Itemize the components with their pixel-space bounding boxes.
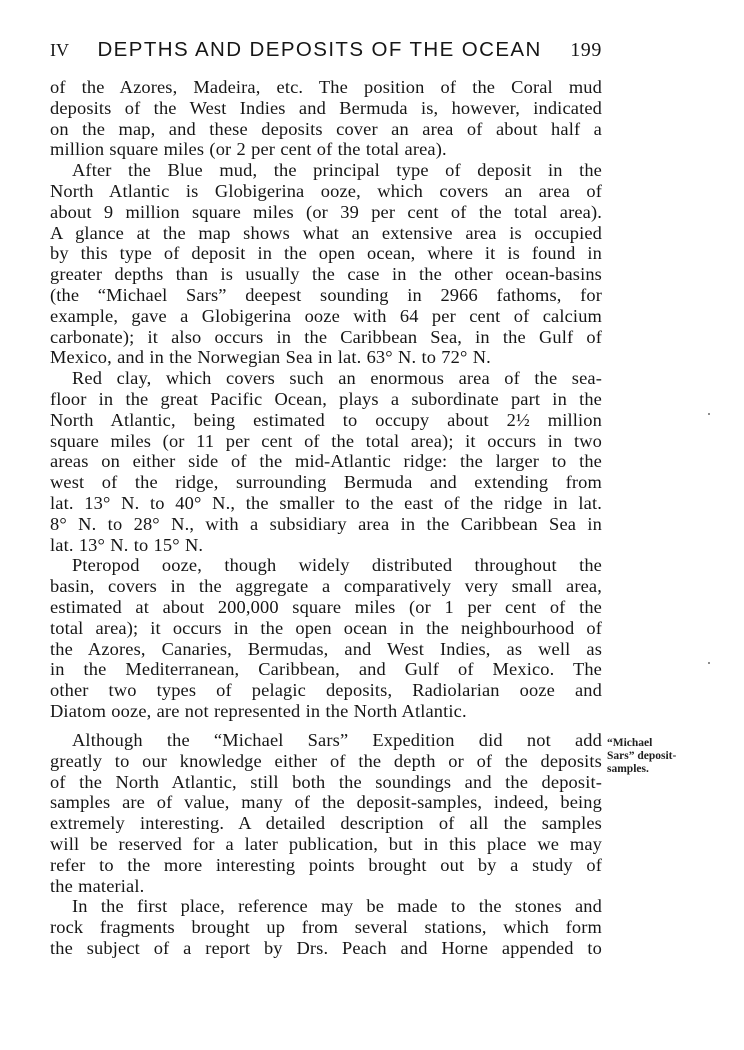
text-line: carbonate); it also occurs in the Caribbean Sea, in the Gulf of	[50, 326, 602, 347]
text-line: the Azores, Canaries, Bermudas, and West Indies, as well as	[50, 638, 602, 659]
text-line: total area); it occurs in the open ocean in the neighbourhood of	[50, 617, 602, 638]
text-line: lat. 13° N. to 40° N., the smaller to the east of the ridge in lat.	[50, 492, 602, 513]
text-line: about 9 million square miles (or 39 per cent of the total area).	[50, 201, 602, 222]
paper-speck	[708, 662, 710, 664]
text-line: estimated at about 200,000 square miles (or 1 per cent of the	[50, 596, 602, 617]
text-line: Although the “Michael Sars” Expedition did not add	[72, 730, 602, 750]
text-line: on the map, and these deposits cover an area of about half a	[50, 118, 602, 139]
text-line: in the Mediterranean, Caribbean, and Gulf of Mexico. The	[50, 659, 602, 680]
text-line: million square miles (or 2 per cent of the total area).	[50, 139, 447, 160]
text-line: Red clay, which covers such an enormous area of the sea-	[72, 368, 602, 389]
body-text-lower	[50, 730, 602, 959]
text-line: square miles (or 11 per cent of the total area); it occurs in two	[50, 430, 602, 451]
text-line: areas on either side of the mid-Atlantic ridge: the larger to the	[50, 451, 602, 472]
text-line: Mexico, and in the Norwegian Sea in lat. 63° N. to 72° N.	[50, 347, 491, 368]
text-line: A glance at the map shows what an extensive area is occupied	[50, 222, 602, 243]
text-line: In the first place, reference may be made to the stones and	[72, 896, 602, 917]
text-line: will be reserved for a later publication, but in this place we may	[50, 833, 602, 854]
text-line: Pteropod ooze, though widely distributed throughout the	[72, 555, 602, 576]
text-line: floor in the great Pacific Ocean, plays a subordinate part in the	[50, 388, 602, 409]
text-line: (the “Michael Sars” deepest sounding in 2966 fathoms, for	[50, 284, 602, 305]
text-line: west of the ridge, surrounding Bermuda and extending from	[50, 472, 602, 493]
text-line: North Atlantic is Globigerina ooze, which covers an area of	[50, 180, 602, 201]
text-line: After the Blue mud, the principal type of deposit in the	[72, 160, 602, 181]
body-text-upper	[50, 77, 602, 722]
text-line: example, gave a Globigerina ooze with 64 per cent of calcium	[50, 305, 602, 326]
text-line: extremely interesting. A detailed description of all the samples	[50, 813, 602, 834]
text-line: samples are of value, many of the deposit-samples, indeed, being	[50, 792, 602, 813]
text-line: lat. 13° N. to 15° N.	[50, 534, 204, 555]
text-line: North Atlantic, being estimated to occupy about 2½ million	[50, 409, 602, 430]
text-line: refer to the more interesting points brought out by a study of	[50, 854, 602, 875]
margin-note-line: samples.	[607, 763, 649, 775]
text-line: of the North Atlantic, still both the soundings and the deposit-	[50, 771, 602, 792]
text-line: of the Azores, Madeira, etc. The position of the Coral mud	[50, 77, 602, 97]
text-line: basin, covers in the aggregate a comparatively very small area,	[50, 576, 602, 597]
page-number: 199	[570, 39, 602, 61]
text-line: greatly to our knowledge either of the depth or of the deposits	[50, 750, 602, 771]
text-line: by this type of deposit in the open ocean, where it is found in	[50, 243, 602, 264]
margin-note-line: “Michael	[607, 737, 653, 749]
margin-note	[607, 737, 732, 776]
text-line: rock fragments brought up from several stations, which form	[50, 917, 602, 938]
text-line: the material.	[50, 875, 145, 896]
text-line: other two types of pelagic deposits, Radiolarian ooze and	[50, 680, 602, 701]
text-line: 8° N. to 28° N., with a subsidiary area in the Caribbean Sea in	[50, 513, 602, 534]
chapter-folio: IV	[50, 40, 69, 60]
text-line: the subject of a report by Drs. Peach and Horne appended to	[50, 937, 602, 958]
text-line: deposits of the West Indies and Bermuda is, however, indicated	[50, 97, 602, 118]
margin-note-line: Sars” deposit-	[607, 750, 677, 762]
running-title: DEPTHS AND DEPOSITS OF THE OCEAN	[97, 38, 542, 61]
paper-speck	[708, 413, 710, 415]
text-line: greater depths than is usually the case in the other ocean-basins	[50, 264, 602, 285]
running-head	[50, 38, 602, 64]
text-line: Diatom ooze, are not represented in the North Atlantic.	[50, 700, 467, 721]
